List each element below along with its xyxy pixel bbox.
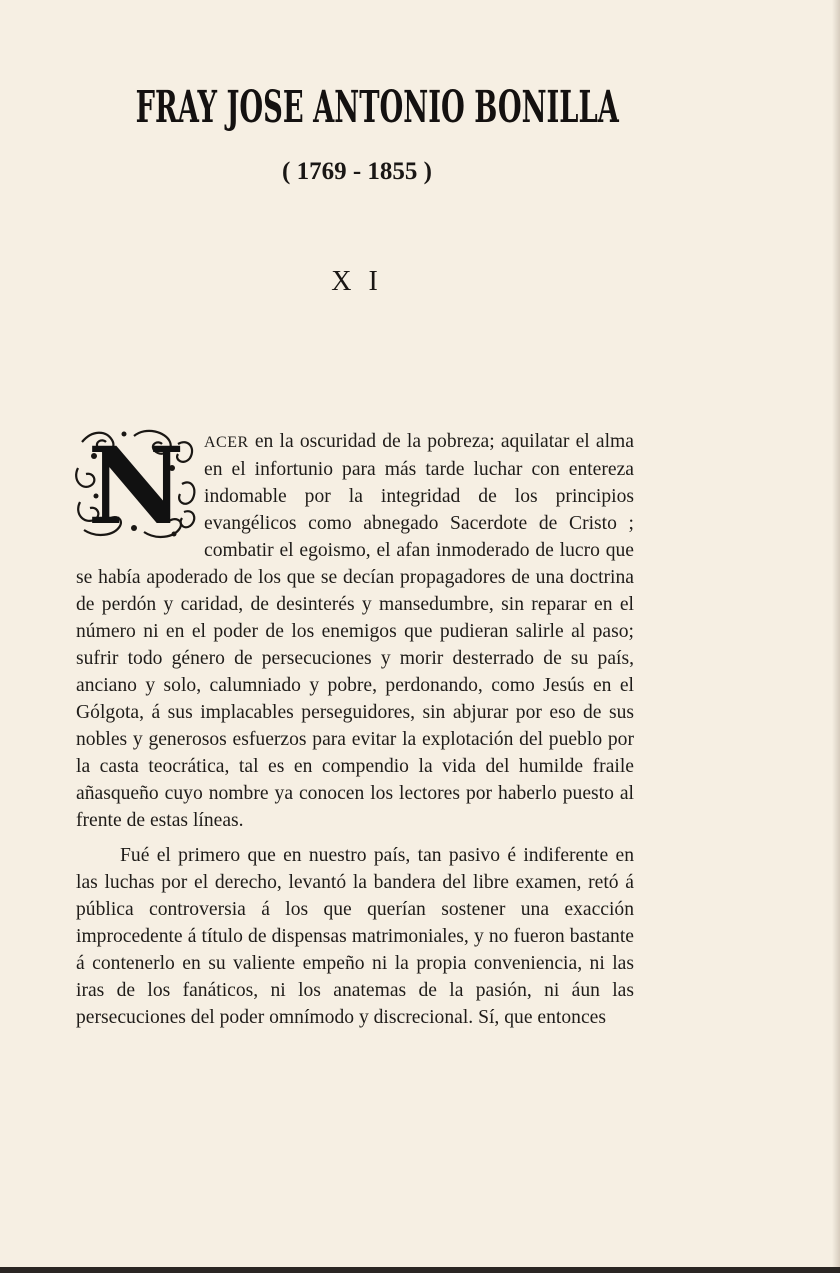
page-edge-shadow [832,0,840,1273]
chapter-number: X I [331,266,383,297]
first-word-rest: ACER [204,434,249,451]
page-title: FRAY JOSE ANTONIO BONILLA [135,82,619,133]
page-bottom-edge [0,1267,840,1273]
dates-subtitle: ( 1769 - 1855 ) [282,158,432,185]
paragraph-1-text: en la oscuridad de la pobreza; aquilatar el alma en el infortunio para más tarde luchar con entereza indomable por la integridad de los principios evangélicos como abnegado Sacerdote de Cristo ; combatir el egoismo, el afan inmoderado de lucro que se había apoderado de los que se decían propagadores de una doctrina de perdón y caridad, de desinterés y mansedumbre, sin reparar en el número ni en el poder de los enemigos que pudieran salirle al paso; sufrir todo género de persecuciones y morir desterrado de su país, anciano y solo, calumniado y pobre, perdonando, como Jesús en el Gólgota, á sus implacables perseguidores, sin abjurar por eso de sus nobles y generosos esfuerzos para evitar la explotación del pueblo por la casta teocrática, tal es en compendio la vida del humilde fraile añasqueño cuyo nombre ya conocen los lectores por haberlo puesto al frente de estas líneas. [76,431,634,831]
dropcap-letter: N [87,423,185,548]
body-text [76,423,634,1031]
paragraph-2: Fué el primero que en nuestro país, tan pasivo é indiferente en las luchas por el derecho, levantó la bandera del libre examen, retó á pública controversia á los que querían sostener una exacción improcedente á título de dispensas matrimoniales, y no fueron bastante á contenerlo en su valiente empeño ni la propia conveniencia, ni las iras de los fanáticos, ni los anatemas de la pasión, ni áun las persecuciones del poder omnímodo y discrecional. Sí, que entonces [76,845,634,1028]
ornamental-dropcap [74,423,198,548]
